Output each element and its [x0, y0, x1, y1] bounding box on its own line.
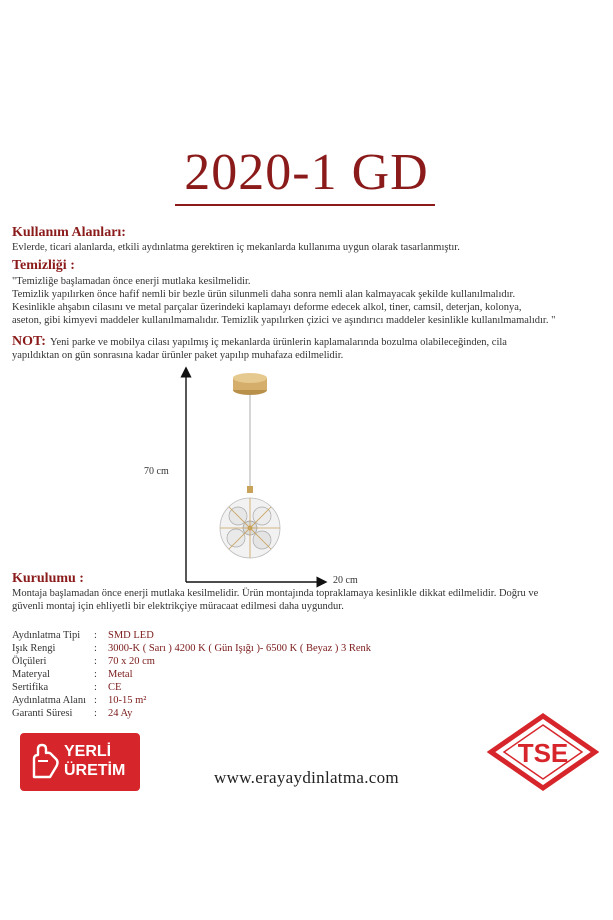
spec-value: 70 x 20 cm — [108, 656, 155, 667]
spec-key: Aydınlatma Alanı — [12, 695, 86, 706]
spec-key: Sertifika — [12, 682, 49, 693]
note-line-1: Yeni parke ve mobilya cilası yapılmış iç mekanlarda ürünlerin kaplamalarında bozulma olabileceğinden, cila — [49, 337, 507, 348]
spec-value: 3000-K ( Sarı ) 4200 K ( Gün Işığı )- 6500 K ( Beyaz ) 3 Renk — [108, 643, 372, 654]
spec-key: Materyal — [12, 669, 50, 680]
spec-row: Aydınlatma Alanı : 10-15 m² — [12, 695, 147, 706]
spec-key: Garanti Süresi — [12, 708, 73, 719]
installation-heading: Kurulumu : — [12, 571, 84, 586]
cleaning-line-3: Kesinlikle ahşabın cilasını ve metal parçalar üzerindeki kaplamayı deforme edecek alkol, tiner, camsil, deterjan, kolonya, — [12, 302, 522, 313]
cleaning-line-1: "Temizliğe başlamadan önce enerji mutlaka kesilmelidir. — [12, 276, 251, 287]
crystal-globe — [220, 498, 280, 558]
uretim-text: ÜRETİM — [64, 762, 126, 779]
tse-logo — [487, 712, 599, 792]
note-label: NOT: — [12, 334, 46, 349]
spec-key: Ölçüleri — [12, 656, 47, 667]
spec-row: Garanti Süresi : 24 Ay — [12, 708, 133, 719]
cleaning-line-2: Temizlik yapılırken önce hafif nemli bir bezle ürün silunmeli daha sonra nemli alan kalmayacak şekilde kullanılmalıdır. — [12, 289, 516, 300]
spec-row: Materyal : Metal — [12, 669, 133, 680]
spec-value: 10-15 m² — [108, 695, 147, 706]
spec-row: Ölçüleri : 70 x 20 cm — [12, 656, 155, 667]
spec-value: 24 Ay — [108, 708, 133, 719]
note-block — [12, 332, 607, 350]
installation-line-1: Montaja başlamadan önce enerji mutlaka kesilmelidir. Ürün montajında topraklamaya kesinlikle dikkat edilmelidir. Doğru ve — [12, 588, 539, 599]
note-line-2: yapıldıktan on gün sonrasına kadar ürünler paket yapılıp muhafaza edilmelidir. — [12, 350, 344, 361]
cleaning-heading: Temizliği : — [12, 258, 75, 273]
website-link[interactable]: www.erayaydinlatma.com — [214, 768, 399, 787]
usage-heading: Kullanım Alanları: — [12, 225, 126, 240]
width-label: 20 cm — [333, 575, 358, 586]
spec-key: Işık Rengi — [12, 643, 56, 654]
yerli-text: YERLİ — [64, 743, 112, 760]
usage-text: Evlerde, ticari alanlarda, etkili aydınlatma gerektiren iç mekanlarda kullanıma uygun olarak tasarlanmıştır. — [12, 242, 460, 253]
cleaning-line-4: aseton, gibi kimyevi maddeler kullanılmamalıdır. Temizlik yapılırken çizici ve aşındırıcı maddeler kesinlikle kullanılmamalıdır. " — [12, 315, 556, 326]
spec-key: Aydınlatma Tipi — [12, 630, 81, 641]
title-underline — [175, 204, 435, 206]
product-title: 2020-1 GD — [184, 144, 429, 201]
spec-row: Sertifika : CE — [12, 682, 122, 693]
height-label: 70 cm — [144, 466, 169, 477]
tse-text: TSE — [517, 738, 569, 768]
product-dimension-drawing — [150, 360, 350, 592]
spec-row: Aydınlatma Tipi : SMD LED — [12, 630, 154, 641]
spec-value: CE — [108, 682, 122, 693]
installation-line-2: güvenli montaj için ehliyetli bir elektrikçiye müracaat edilmesi daha uygundur. — [12, 601, 344, 612]
pendant-cap — [247, 486, 253, 493]
ceiling-canopy — [233, 373, 267, 395]
spec-value: SMD LED — [108, 630, 154, 641]
spec-value: Metal — [108, 669, 133, 680]
spec-row: Işık Rengi : 3000-K ( Sarı ) 4200 K ( Gün Işığı )- 6500 K ( Beyaz ) 3 Renk — [12, 643, 372, 654]
